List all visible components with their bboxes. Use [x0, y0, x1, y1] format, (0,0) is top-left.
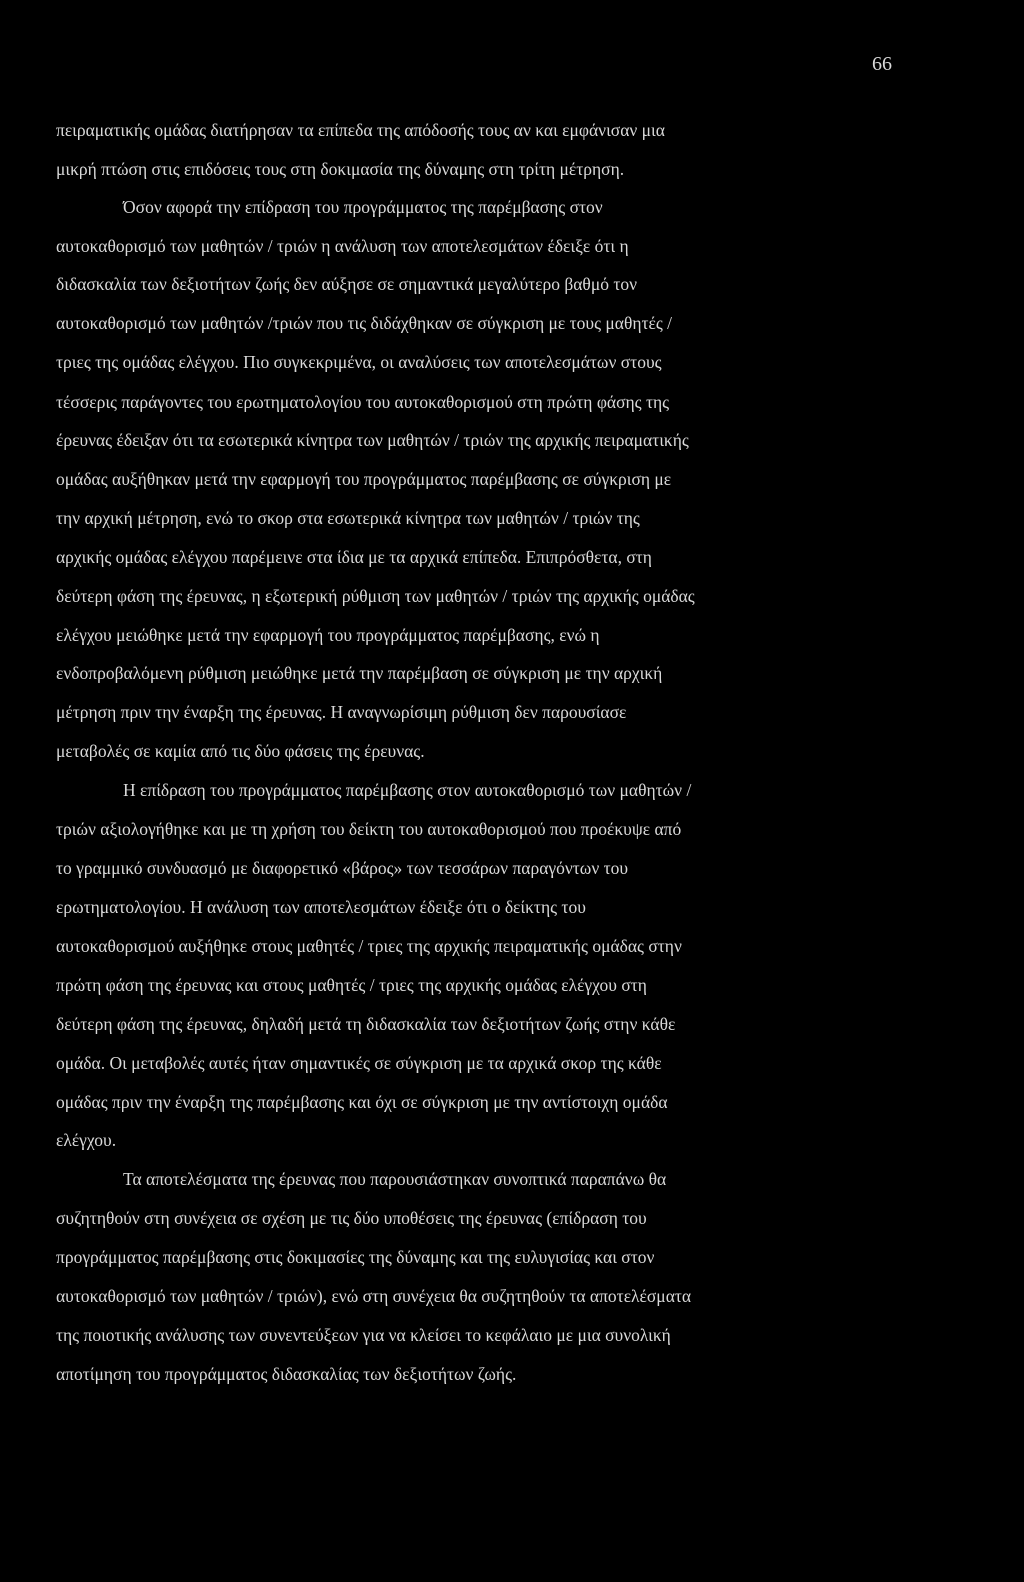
text-line: ομάδας αυξήθηκαν μετά την εφαρμογή του προγράμματος παρέμβασης σε σύγκριση με	[56, 469, 672, 489]
text-line: αυτοκαθορισμό των μαθητών / τριών), ενώ στη συνέχεια θα συζητηθούν τα αποτελέσματα	[56, 1286, 692, 1306]
text-line: αποτίμηση του προγράμματος διδασκαλίας των δεξιοτήτων ζωής.	[56, 1364, 517, 1384]
text-line: Τα αποτελέσματα της έρευνας που παρουσιάστηκαν συνοπτικά παραπάνω θα	[123, 1169, 667, 1189]
text-line: το γραμμικό συνδυασμό με διαφορετικό «βάρος» των τεσσάρων παραγόντων του	[56, 858, 629, 878]
text-line: ομάδα. Οι μεταβολές αυτές ήταν σημαντικές σε σύγκριση με τα αρχικά σκορ της κάθε	[56, 1053, 662, 1073]
text-line: πειραματικής ομάδας διατήρησαν τα επίπεδα της απόδοσής τους αν και εμφάνισαν μια	[56, 120, 665, 140]
text-line: Η επίδραση του προγράμματος παρέμβασης στον αυτοκαθορισμό των μαθητών /	[123, 780, 692, 800]
text-line: αυτοκαθορισμού αυξήθηκε στους μαθητές / τριες της αρχικής πειραματικής ομάδας στην	[56, 936, 682, 956]
text-line: μεταβολές σε καμία από τις δύο φάσεις της έρευνας.	[56, 741, 425, 761]
page-number: 66	[872, 53, 892, 75]
text-line: αυτοκαθορισμό των μαθητών / τριών η ανάλυση των αποτελεσμάτων έδειξε ότι η	[56, 236, 629, 256]
text-line: ερωτηματολογίου. Η ανάλυση των αποτελεσμάτων έδειξε ότι ο δείκτης του	[56, 897, 586, 917]
text-line: έρευνας έδειξαν ότι τα εσωτερικά κίνητρα των μαθητών / τριών της αρχικής πειραματικής	[56, 430, 689, 450]
text-line: δεύτερη φάση της έρευνας, δηλαδή μετά τη διδασκαλία των δεξιοτήτων ζωής στην κάθε	[56, 1014, 676, 1034]
text-line: τριες της ομάδας ελέγχου. Πιο συγκεκριμένα, οι αναλύσεις των αποτελεσμάτων στους	[56, 352, 662, 372]
text-line: τριών αξιολογήθηκε και με τη χρήση του δείκτη του αυτοκαθορισμού που προέκυψε από	[56, 819, 682, 839]
text-line: ελέγχου.	[56, 1130, 117, 1150]
text-line: τέσσερις παράγοντες του ερωτηματολογίου του αυτοκαθορισμού στη πρώτη φάσης της	[56, 392, 670, 412]
text-line: Όσον αφορά την επίδραση του προγράμματος της παρέμβασης στον	[123, 197, 603, 217]
text-line: συζητηθούν στη συνέχεια σε σχέση με τις δύο υποθέσεις της έρευνας (επίδραση του	[56, 1208, 647, 1228]
text-line: της ποιοτικής ανάλυσης των συνεντεύξεων για να κλείσει το κεφάλαιο με μια συνολική	[56, 1325, 671, 1345]
text-line: αρχικής ομάδας ελέγχου παρέμεινε στα ίδια με τα αρχικά επίπεδα. Επιπρόσθετα, στη	[56, 547, 652, 567]
text-line: διδασκαλία των δεξιοτήτων ζωής δεν αύξησε σε σημαντικά μεγαλύτερο βαθμό τον	[56, 274, 638, 294]
text-line: αυτοκαθορισμό των μαθητών /τριών που τις διδάχθηκαν σε σύγκριση με τους μαθητές /	[56, 313, 673, 333]
text-line: πρώτη φάση της έρευνας και στους μαθητές / τριες της αρχικής ομάδας ελέγχου στη	[56, 975, 647, 995]
text-line: μικρή πτώση στις επιδόσεις τους στη δοκιμασία της δύναμης στη τρίτη μέτρηση.	[56, 159, 625, 179]
text-line: ελέγχου μειώθηκε μετά την εφαρμογή του προγράμματος παρέμβασης, ενώ η	[56, 625, 600, 645]
text-line: ομάδας πριν την έναρξη της παρέμβασης και όχι σε σύγκριση με την αντίστοιχη ομάδα	[56, 1092, 668, 1112]
text-line: προγράμματος παρέμβασης στις δοκιμασίες της δύναμης και της ευλυγισίας και στον	[56, 1247, 655, 1267]
text-line: μέτρηση πριν την έναρξη της έρευνας. Η αναγνωρίσιμη ρύθμιση δεν παρουσίασε	[56, 702, 627, 722]
text-line: την αρχική μέτρηση, ενώ το σκορ στα εσωτερικά κίνητρα των μαθητών / τριών της	[56, 508, 640, 528]
text-line: ενδοπροβαλόμενη ρύθμιση μειώθηκε μετά την παρέμβαση σε σύγκριση με την αρχική	[56, 663, 663, 683]
text-line: δεύτερη φάση της έρευνας, η εξωτερική ρύθμιση των μαθητών / τριών της αρχικής ομάδας	[56, 586, 695, 606]
